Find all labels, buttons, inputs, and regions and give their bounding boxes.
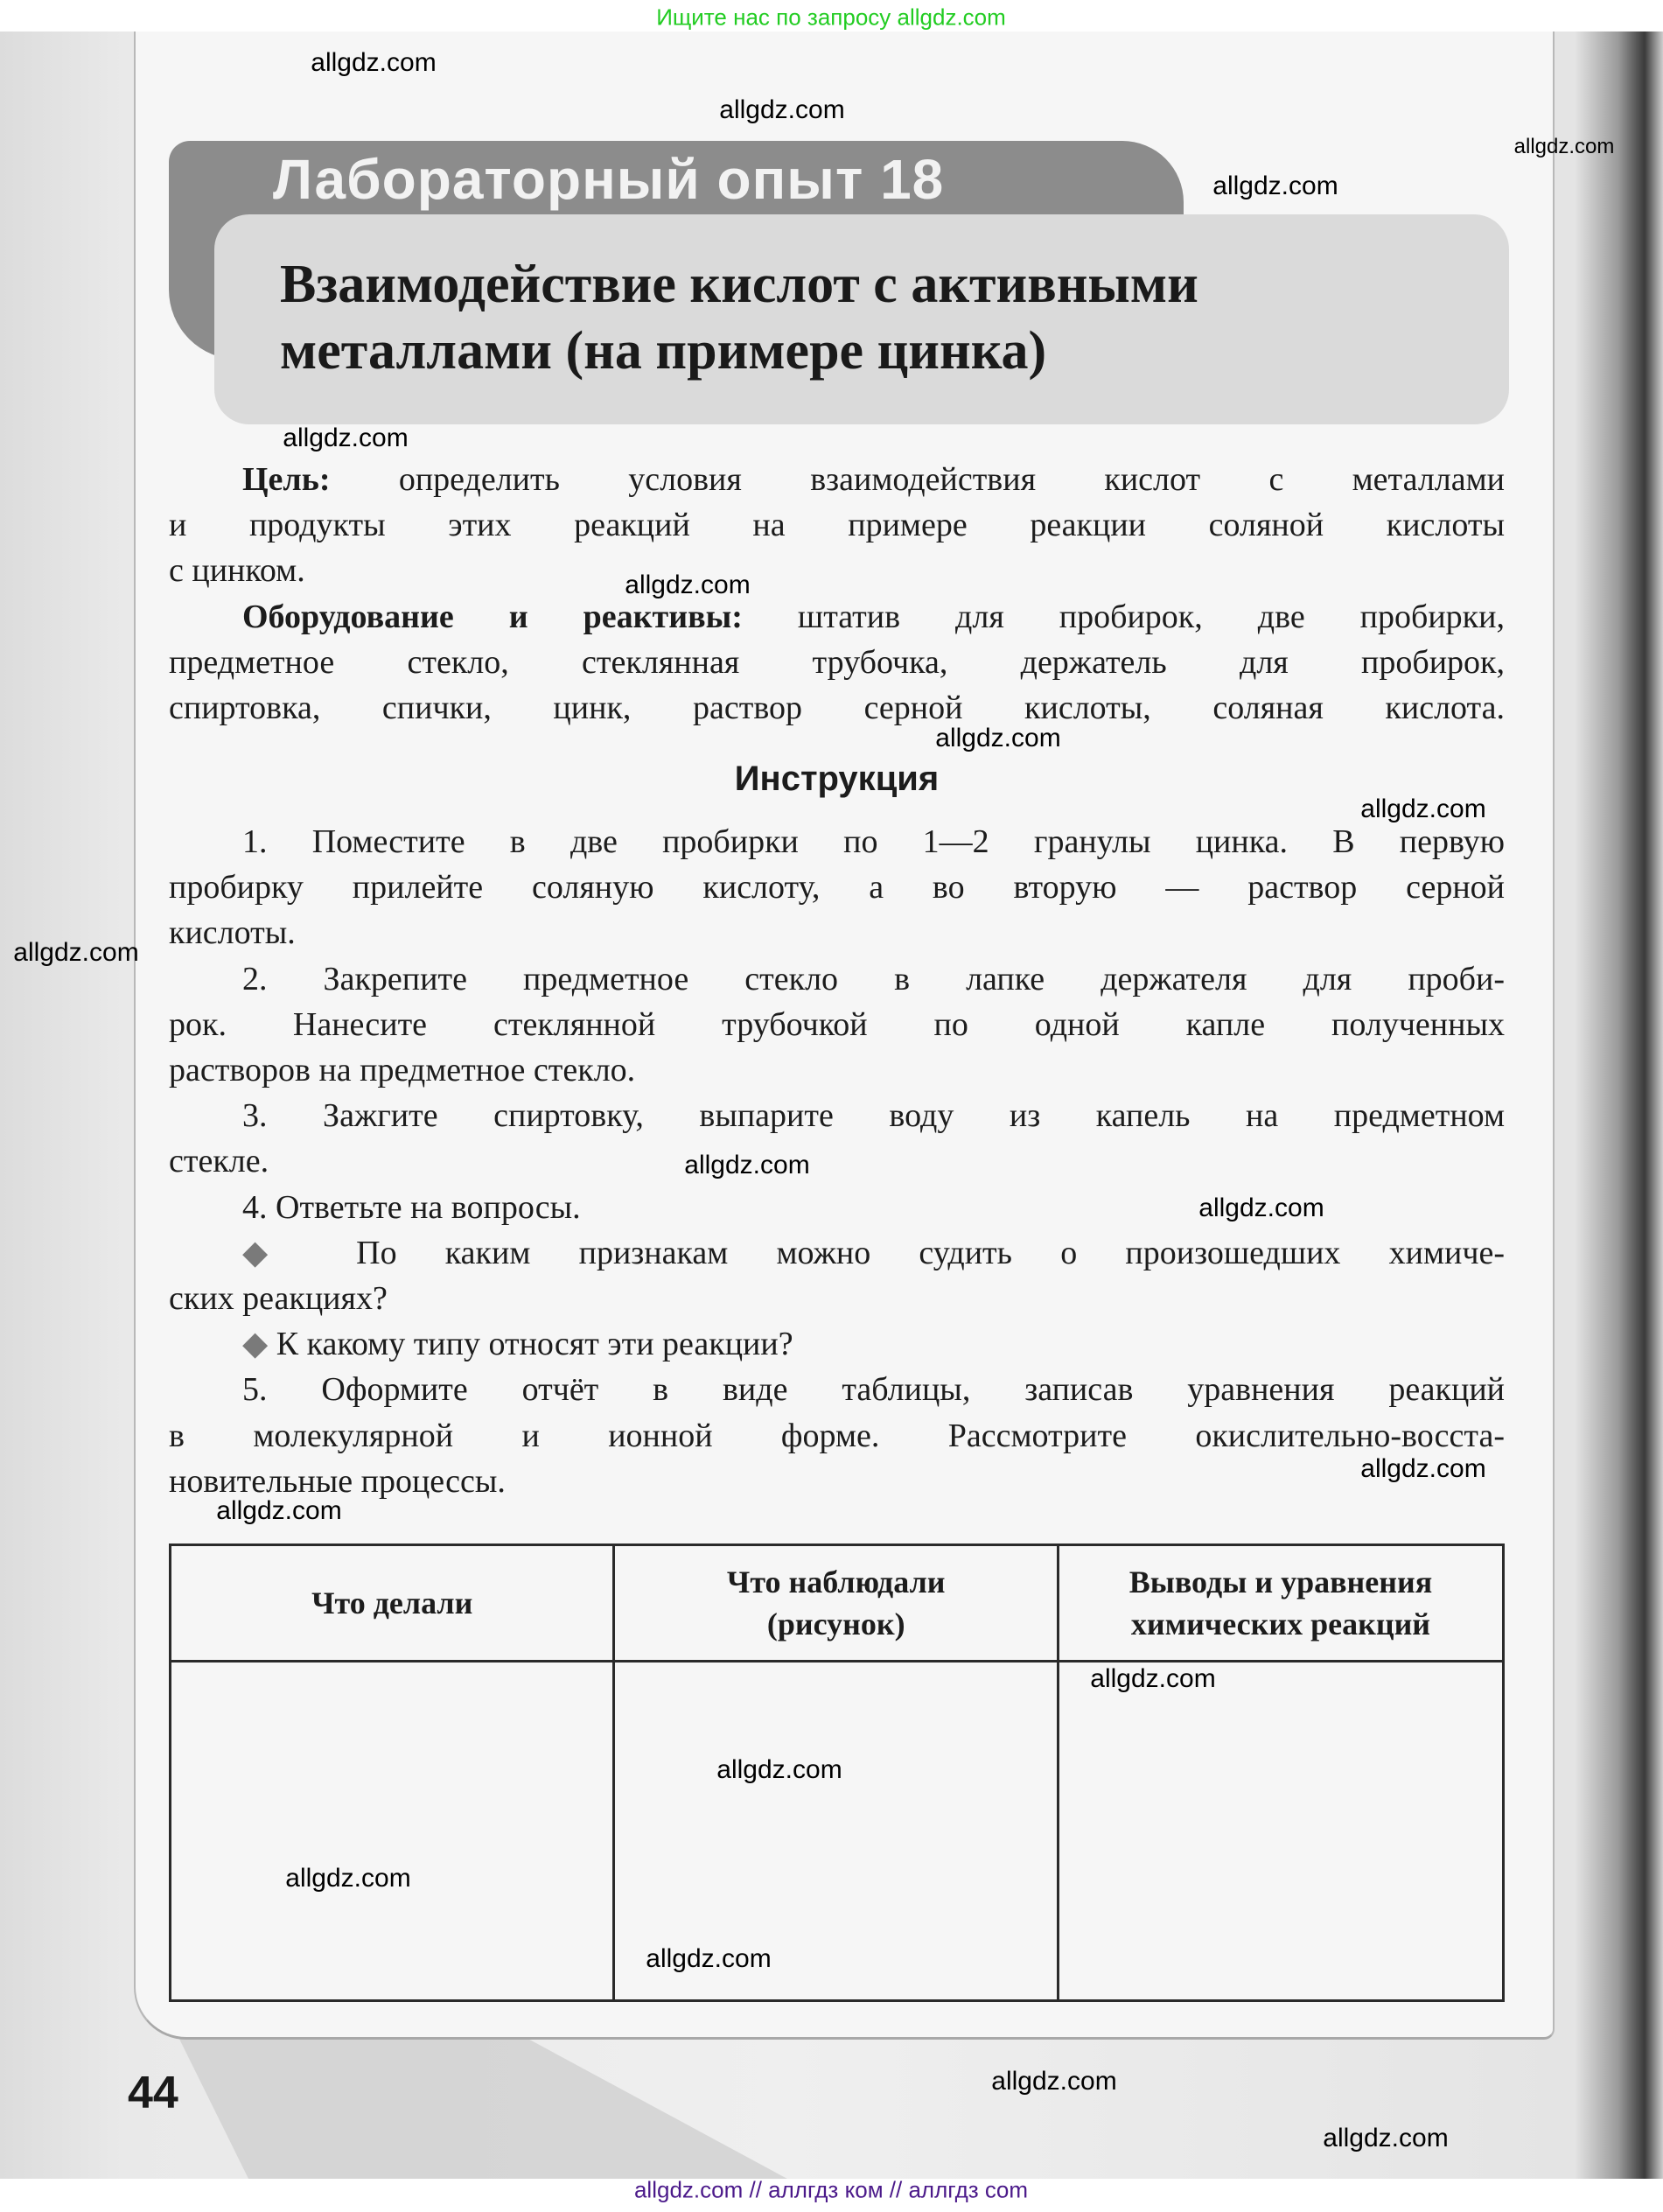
watermark-text: allgdz.com [684, 1151, 810, 1180]
text-line [242, 1093, 1505, 1138]
top-banner[interactable]: Ищите нас по запросу allgdz.com [656, 4, 1006, 31]
page-number: 44 [128, 2068, 178, 2118]
line-text: и продукты этих реакций на примере реакции соляной кислоты [169, 507, 1505, 544]
line-text: предметное стекло, стеклянная трубочка, держатель для пробирок, [169, 643, 1505, 681]
table-cell[interactable] [1058, 1662, 1503, 2001]
text-line [242, 956, 1505, 1002]
line-text: К какому типу относят эти реакции? [268, 1326, 793, 1363]
text-line [242, 1367, 1505, 1412]
line-text: пробирку прилейте соляную кислоту, а во вторую — раствор серной [169, 869, 1505, 906]
watermark-text: allgdz.com [1360, 1454, 1486, 1483]
text-line [169, 502, 1505, 548]
table-cell[interactable] [171, 1662, 614, 2001]
line-text: кислоты. [169, 914, 296, 952]
watermark-text: allgdz.com [716, 1755, 842, 1784]
page-title-line-2: металлами (на примере цинка) [280, 321, 1047, 381]
watermark-text: allgdz.com [1090, 1664, 1216, 1693]
watermark-text: allgdz.com [13, 938, 139, 967]
text-line [169, 1138, 1505, 1184]
text-line [169, 910, 1505, 956]
watermark-text: allgdz.com [991, 2067, 1117, 2096]
text-line [169, 1413, 1505, 1459]
line-text: определить условия взаимодействия кислот с металлами [330, 461, 1505, 498]
watermark-text: allgdz.com [283, 424, 409, 452]
bottom-banner[interactable]: allgdz.com // аллгдз ком // аллгдз com [633, 2176, 1029, 2203]
watermark-text: allgdz.com [1198, 1194, 1324, 1222]
text-line [242, 1230, 1505, 1276]
bold-label: Оборудование и реактивы: [242, 598, 743, 635]
text-line [169, 640, 1505, 685]
line-text: По каким признакам можно судить о произошедших химиче- [307, 1234, 1505, 1271]
line-text: в молекулярной и ионной форме. Рассмотрите окислительно-восста- [169, 1417, 1505, 1454]
table-row [171, 1662, 1504, 2001]
text-line [242, 594, 1505, 640]
header-what-done: Что делали [171, 1545, 614, 1662]
line-text: 2. Закрепите предметное стекло в лапке держателя для проби- [242, 960, 1505, 998]
watermark-text: allgdz.com [935, 724, 1061, 752]
line-text: 1. Поместите в две пробирки по 1—2 гранулы цинка. В первую [242, 823, 1505, 860]
line-text: рок. Нанесите стеклянной трубочкой по одной капле полученных [169, 1005, 1505, 1043]
line-text: с цинком. [169, 552, 305, 590]
text-line [169, 864, 1505, 910]
bold-label: Цель: [242, 461, 331, 498]
line-text: спиртовка, спички, цинк, раствор серной кислоты, соляная кислота. [169, 690, 1505, 726]
header-observed: Что наблюдали (рисунок) [614, 1545, 1058, 1662]
header-conclusions: Выводы и уравнения химических реакций [1058, 1545, 1503, 1662]
diamond-bullet-icon: ◆ [242, 1234, 308, 1271]
instruction-heading: Инструкция [734, 760, 940, 798]
text-line [242, 1321, 1505, 1367]
line-text: штатив для пробирок, две пробирки, [742, 598, 1505, 635]
watermark-text: allgdz.com [1212, 172, 1338, 200]
watermark-text: allgdz.com [719, 95, 845, 124]
table-header-row [171, 1545, 1504, 1662]
text-line [169, 1002, 1505, 1047]
text-line [169, 548, 1505, 593]
line-text: стекле. [169, 1143, 269, 1180]
watermark-text: allgdz.com [285, 1864, 411, 1893]
line-text: новительные процессы. [169, 1462, 506, 1500]
watermark-text: allgdz.com [1513, 135, 1615, 158]
line-text: ских реакциях? [169, 1280, 388, 1317]
watermark-text: allgdz.com [1323, 2124, 1449, 2152]
line-text: 5. Оформите отчёт в виде таблицы, записав уравнения реакций [242, 1371, 1505, 1409]
title-box [214, 214, 1509, 424]
watermark-text: allgdz.com [625, 570, 751, 599]
page-title-line-1: Взаимодействие кислот с активными [280, 255, 1198, 314]
watermark-text: allgdz.com [1360, 794, 1486, 823]
text-line [169, 685, 1505, 731]
line-text: 4. Ответьте на вопросы. [242, 1188, 581, 1226]
text-line [169, 1047, 1505, 1093]
text-line [169, 1276, 1505, 1321]
text-line [242, 819, 1505, 864]
text-line [169, 1459, 1505, 1504]
watermark-text: allgdz.com [311, 48, 437, 77]
diamond-bullet-icon: ◆ [242, 1326, 269, 1363]
line-text: 3. Зажгите спиртовку, выпарите воду из капель на предметном [242, 1097, 1505, 1135]
line-text: растворов на предметное стекло. [169, 1052, 636, 1088]
watermark-text: allgdz.com [216, 1496, 342, 1525]
watermark-text: allgdz.com [646, 1944, 772, 1973]
lab-label: Лабораторный опыт 18 [273, 148, 945, 211]
text-line [242, 457, 1505, 502]
